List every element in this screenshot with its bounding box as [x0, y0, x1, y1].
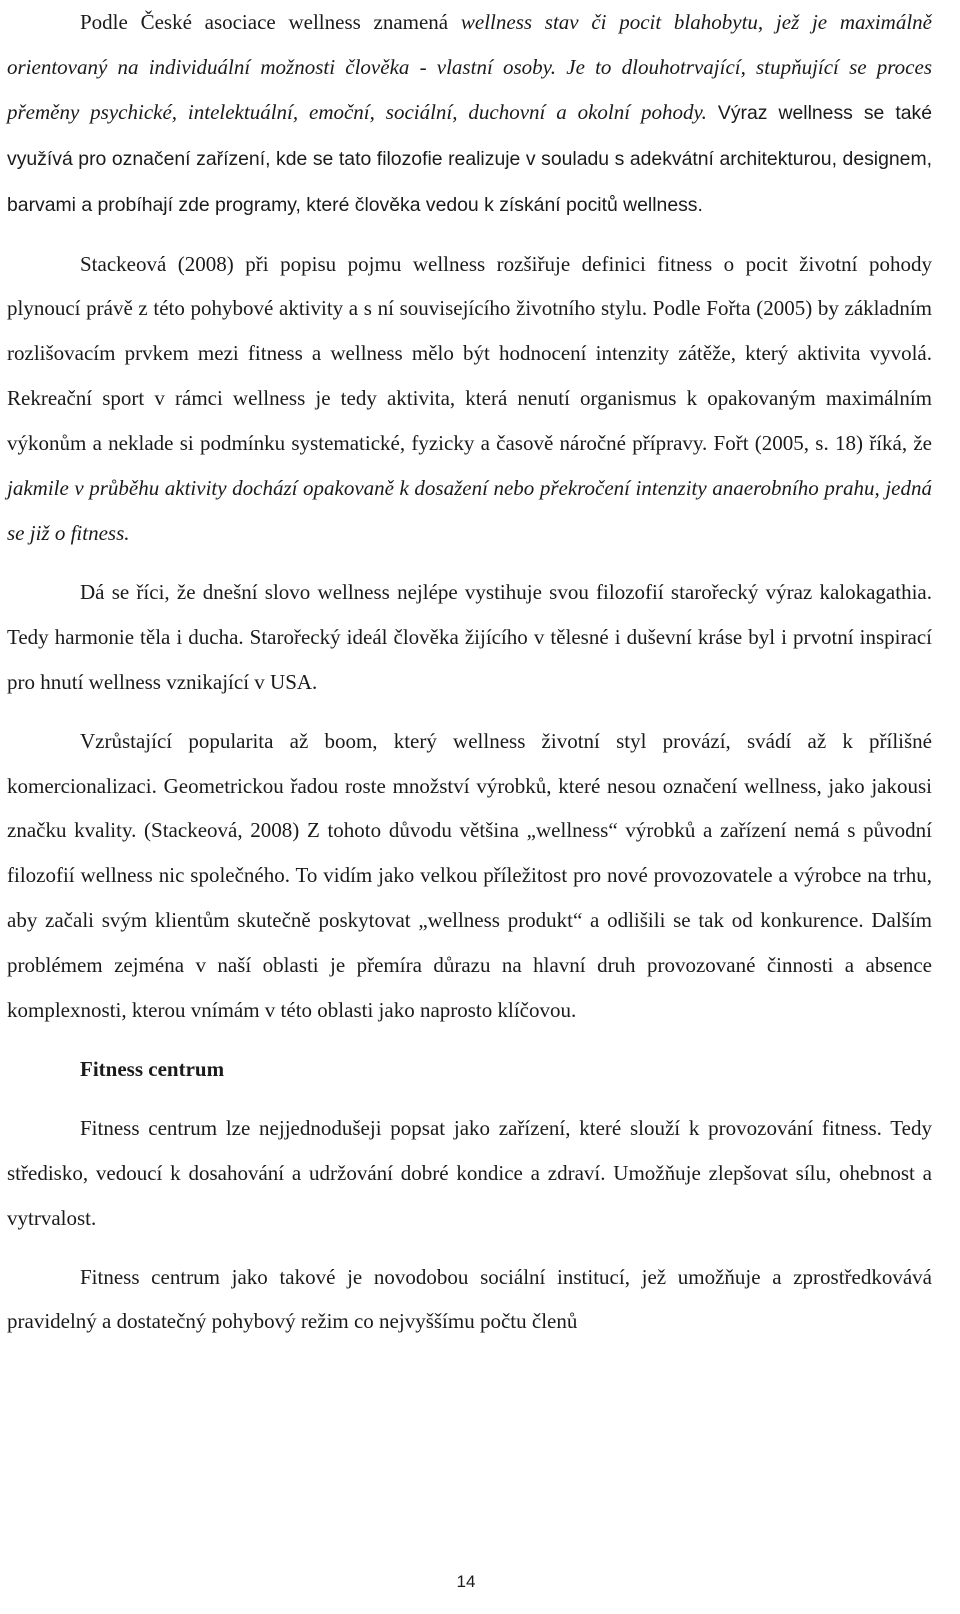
section-heading: Fitness centrum [80, 1056, 225, 1081]
document-page [7, 0, 932, 1344]
paragraph-fitness-vs-wellness [7, 242, 932, 556]
paragraph-commercialization: Vzrůstající popularita až boom, který wellness životní styl provází, svádí až k přílišné komercionalizaci. Geometrickou řadou roste množství výrobků, které nesou označení wellness, jako jakousi značku kvality. (Stackeová, 2008) Z tohoto důvodu většina „wellness“ výrobků a zařízení nemá s původní filozofií wellness nic společného. To vidím jako velkou příležitost pro nové provozovatele a výrobce na trhu, aby začali svým klientům skutečně poskytovat „wellness produkt“ a odlišili se tak od konkurence. Dalším problémem zejména v naší oblasti je přemíra důrazu na hlavní druh provozované činnosti a absence komplexnosti, kterou vnímám v této oblasti jako naprosto klíčovou. [7, 728, 932, 1023]
page-number: 14 [456, 1572, 476, 1591]
paragraph-kalokagathia: Dá se říci, že dnešní slovo wellness nejlépe vystihuje svou filozofií starořecký výraz kalokagathia. Tedy harmonie těla i ducha. Starořecký ideál člověka žijícího v tělesné i duševní kráse byl i prvotní inspirací pro hnutí wellness vznikající v USA. [7, 579, 932, 694]
paragraph-wellness-definition [7, 0, 932, 228]
paragraph-text: Podle České asociace wellness znamená [80, 10, 461, 34]
paragraph-text-sans: Výraz wellness se také využívá pro označení zařízení, kde se tato filozofie realizuje v souladu s adekvátní architekturou, designem, barvami a probíhají zde programy, které člověka vedou k získání pocitů wellness. [7, 101, 932, 216]
paragraph-text: Stackeová (2008) při popisu pojmu wellness rozšiřuje definici fitness o pocit životní pohody plynoucí právě z této pohybové aktivity a s ní souvisejícího životního stylu. Podle Fořta (2005) by základním rozlišovacím prvkem mezi fitness a wellness mělo být hodnocení intenzity zátěže, který aktivita vyvolá. Rekreační sport v rámci wellness je tedy aktivita, která nenutí organismus k opakovaným maximálním výkonům a neklade si podmínku systematické, fyzicky a časově náročné přípravy. Fořt (2005, s. 18) říká, že [7, 251, 932, 456]
paragraph-fitness-centre-institution: Fitness centrum jako takové je novodobou sociální institucí, jež umožňuje a zprostředkovává pravidelný a dostatečný pohybový režim co nejvyššímu počtu členů [7, 1264, 932, 1334]
quoted-citation: jakmile v průběhu aktivity dochází opakovaně k dosažení nebo překročení intenzity anaerobního prahu, jedná se již o fitness. [7, 476, 932, 545]
quoted-definition: wellness stav či pocit blahobytu, jež je maximálně orientovaný na individuální možnosti člověka - vlastní osoby. Je to dlouhotrvající, stupňující se proces přeměny psychické, intelektuální, emoční, sociální, duchovní a okolní pohody. [7, 10, 932, 124]
paragraph-fitness-centre-definition: Fitness centrum lze nejjednodušeji popsat jako zařízení, které slouží k provozování fitness. Tedy středisko, vedoucí k dosahování a udržování dobré kondice a zdraví. Umožňuje zlepšovat sílu, ohebnost a vytrvalost. [7, 1115, 932, 1230]
